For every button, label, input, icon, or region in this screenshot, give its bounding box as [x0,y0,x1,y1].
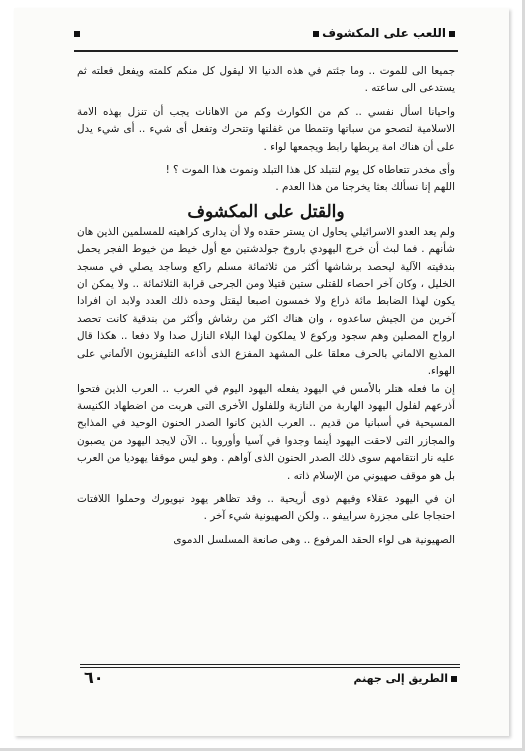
page-footer [80,669,460,689]
paragraph: جميعا الى للموت .. وما جئتم في هذه الدنيا الا ليقول كل منكم كلمته ويفعل فعلته ثم يستدعى الى ساعته . [77,65,455,95]
header-title-text: اللعب على المكشوف [322,26,446,40]
footer-title-text: الطريق إلى جهنم [353,672,448,685]
footer-rule [80,664,460,668]
book-page [14,8,509,736]
header-rule [74,50,458,52]
paragraph: اللهم إنا نسألك بعثا يخرجنا من هذا العدم . [275,181,455,194]
paragraph: ان في اليهود عقلاء وفيهم ذوى أريحية .. وقد تظاهر يهود نيويورك وحملوا اللافتات احتجاجا على مجزرة سراييفو .. ولكن الصهيونية شيء آخر . [77,492,455,523]
running-header [74,24,458,44]
section-heading: والقتل على المكشوف [187,201,345,222]
square-bullet-icon [313,31,319,37]
running-header-title [310,26,458,40]
paragraph: الصهيونية هى لواء الحقد المرفوع .. وهى صانعة المسلسل الدموى [173,533,455,546]
page-body [77,63,455,549]
paragraph: واحيانا اسأل نفسي .. كم من الكوارث وكم من الاهانات يجب أن تنزل بهذه الامة الاسلامية لتصحو من سباتها وتتمطا من غفلتها وتتحرك وتفعل أى شيء .. أى شيء يدل على أن هناك امة يربطها رابط ويجمعها لواء . [77,105,455,153]
paragraph: إن ما فعله هتلر بالأمس في اليهود يفعله اليهود اليوم في العرب .. العرب الذين فتحوا أذرعهم لفلول اليهود الهاربة من النازية وللفلول الأخرى التى هربت من اضطهاد الكنيسة المسيحية في أسبانيا من قديم .. العرب الذين كانوا الصدر الحنون الوحيد في المذابح والمجازر التى لاحقت اليهود أينما وجدوا في آسيا وأوروبا .. الآن لايجد اليهود من يصبون عليه نار انتقامهم سوى ذلك الصدر الحنون الذى آواهم . وهو ليس موقفا يهوديا من العرب بل هو موقف صهيوني من الإسلام ذاته . [77,382,455,482]
square-bullet-icon [451,676,457,682]
paragraph: وأى مخدر تتعاطاه كل يوم لنتبلد كل هذا التبلد ونموت هذا الموت ؟ ! [165,164,455,177]
paragraph: ولم يعد العدو الاسرائيلي يحاول ان يستر حقده ولا أن يدارى كراهيته للمسلمين الذين هان شأنهم . فما لبث أن خرج اليهودي باروخ جولدشتين مع أول خيط من خيوط الفجر يحمل بندقيته الآلية ليحصد برشاشها أكثر من ثلاثمائة مسلم راكع وساجد يصلي في مسجد الخليل ، وكان آخر احصاء للقتلى ستين قتيلا ومن الجرحى قرابة الثلاثمائة .. ولا يمكن ان يكون لهذا الضابط مائة ذراع ولا خمسون اصبعا ليقتل وحده ذلك العدد ولابد ان افرادا آخرين من الجيش ساعدوه ، وان هناك اكثر من رشاش وأكثر من بندقية كانت تحصد ارواح المصلين وهم سجود وركوع لا يملكون لهذا البلاء النازل صدا ولا دفعا .. هكذا قال المذيع الالماني بالحرف معلقا على المشهد المفزع الذى أذاعه التليفزيون الألماني على الهواء. [77,225,455,378]
page-number: ٦٠ [84,668,104,687]
square-bullet-icon [74,31,80,37]
square-bullet-icon [449,31,455,37]
footer-title [354,672,461,685]
